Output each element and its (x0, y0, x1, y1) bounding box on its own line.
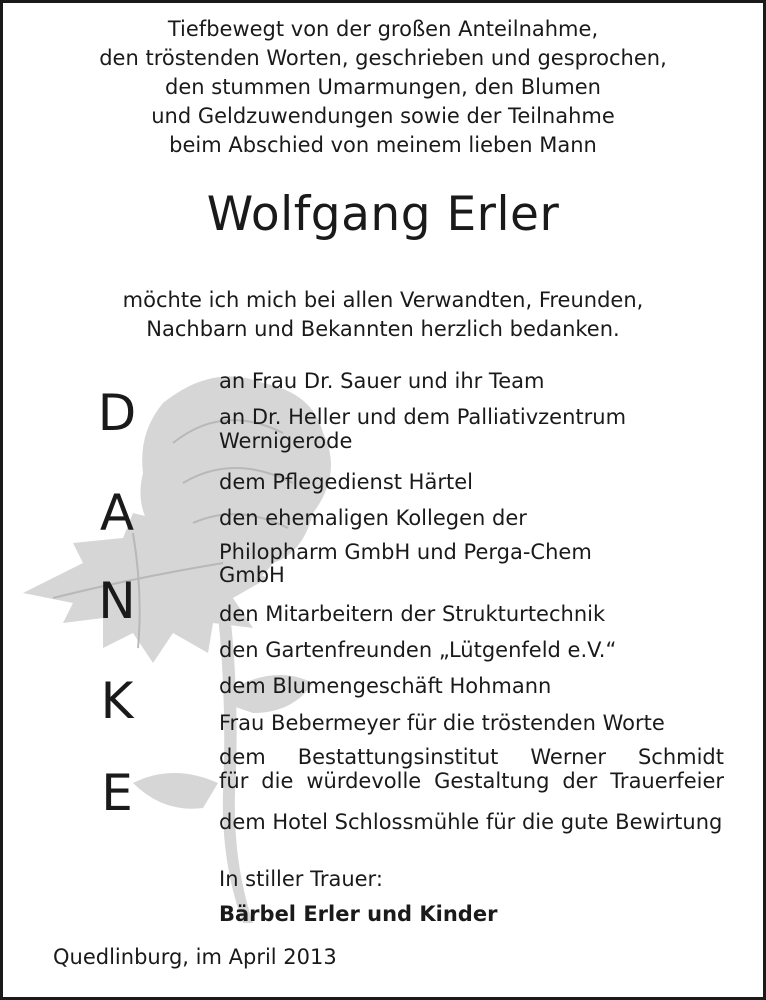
intro-text (3, 15, 763, 160)
thanks-list-item: an Dr. Heller und dem Palliativzentrum (219, 405, 627, 429)
mourning-label: In stiller Trauer: (219, 867, 383, 891)
thanks-list-item: dem Blumengeschäft Hohmann (219, 674, 552, 698)
thanks-list-item: dem Hotel Schlossmühle für die gute Bewirtung (219, 810, 723, 834)
thanks-list-item: GmbH (219, 563, 285, 587)
thanks-list-item: für die würdevolle Gestaltung der Trauerfeier (219, 769, 724, 793)
danke-letter-a: A (99, 484, 135, 542)
thanks-list-item: dem Bestattungsinstitut Werner Schmidt (219, 745, 724, 769)
thanks-text (3, 286, 763, 344)
danke-letter-e: E (101, 764, 133, 822)
intro-line: Tiefbewegt von der großen Anteilnahme, (167, 17, 599, 41)
thanks-list-item: an Frau Dr. Sauer und ihr Team (219, 369, 545, 393)
thanks-list-item: Philopharm GmbH und Perga-Chem (219, 540, 592, 564)
danke-letter-n: N (98, 572, 136, 630)
danke-letter-k: K (100, 672, 134, 730)
danke-letter-d: D (97, 384, 137, 442)
intro-line: den stummen Umarmungen, den Blumen (165, 75, 601, 99)
signature: Bärbel Erler und Kinder (219, 902, 498, 926)
thanks-list-item: Wernigerode (219, 429, 353, 453)
thanks-line: möchte ich mich bei allen Verwandten, Freunden, (122, 288, 644, 312)
intro-line: den tröstenden Worten, geschrieben und gesprochen, (99, 46, 667, 70)
intro-line: und Geldzuwendungen sowie der Teilnahme (151, 104, 615, 128)
thanks-list-item: den Gartenfreunden „Lütgenfeld e.V.“ (219, 638, 617, 662)
thanks-list-item: den ehemaligen Kollegen der (219, 506, 527, 530)
place-date: Quedlinburg, im April 2013 (53, 945, 337, 969)
thanks-list-item: dem Pflegedienst Härtel (219, 470, 473, 494)
intro-line: beim Abschied von meinem lieben Mann (169, 133, 597, 157)
thanks-line: Nachbarn und Bekannten herzlich bedanken. (146, 317, 620, 341)
thanks-list-item: den Mitarbeitern der Strukturtechnik (219, 602, 606, 626)
thanks-list-item: Frau Bebermeyer für die tröstenden Worte (219, 711, 665, 735)
deceased-name: Wolfgang Erler (206, 187, 560, 242)
